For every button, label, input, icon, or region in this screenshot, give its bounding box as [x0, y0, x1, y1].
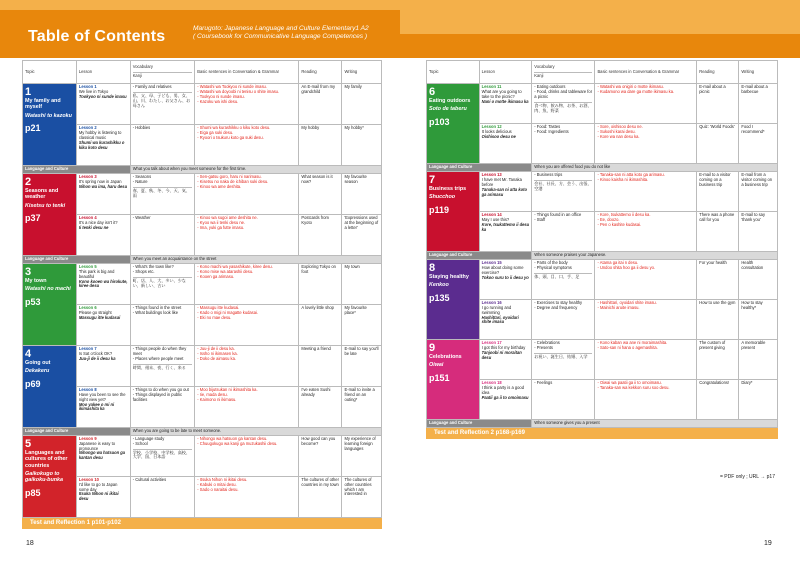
col-writing: Writing — [342, 61, 382, 84]
lesson-cell: Lesson 9 Japanese is easy to pronounce Nihongo wa hatsuon ga kantan desu — [76, 435, 130, 476]
basic-cell: - Massugu itte kudasai. - Kado o migi ni magatte kudasai. - Eki no mae desu. — [195, 304, 299, 345]
culture-label: Language and Culture — [427, 164, 532, 172]
lesson-row — [427, 84, 778, 124]
basic-cell: - Kono kaban wa ane ni moraimashita. - Sato-san ni hana o agemashita. — [595, 339, 697, 379]
basic-cell: - Sore, oishisoo desu ne. - Sukoshi karai desu. - Kore wa nan desu ka. — [595, 124, 697, 164]
topic-cell: 6 Eating outdoors Soto de taberu p103 — [427, 84, 480, 164]
culture-row — [427, 251, 778, 259]
reading-cell: An E-mail from my grandchild — [299, 84, 342, 125]
lesson-row — [23, 263, 382, 304]
vocab-cell: - Things to do when you go out - Things displayed in public facilities — [130, 386, 195, 427]
basic-cell: - Kono machi wa yasashikute, kiree desu. - Kono mise wa atarashii desu. - Kooen ga arimasu. — [195, 263, 299, 304]
writing-cell: Health consultation — [739, 259, 778, 299]
writing-cell: Diary* — [739, 379, 778, 419]
culture-row — [427, 419, 778, 427]
vocab-cell: - Exercises to stay healthy - Degree and frequency — [532, 299, 595, 339]
culture-label: Language and Culture — [427, 419, 532, 427]
lesson-cell: Lesson 16 I go running and swimming Hashittari, oyoidari shite imasu — [479, 299, 532, 339]
lesson-cell: Lesson 10 I'd like to go to Japan some day Itsuka Nihon ni ikitai desu — [76, 476, 130, 517]
lesson-row — [23, 435, 382, 476]
page-number-left: 18 — [26, 540, 34, 547]
reading-cell: My hobby — [299, 125, 342, 166]
col-reading: Reading — [697, 61, 739, 84]
culture-label: Language and Culture — [23, 255, 131, 263]
basic-cell: - Watashi wa onigiri o motte ikimasu. - Kudamono wa dare ga motte ikimasu ka. — [595, 84, 697, 124]
vocab-cell: - Food: Tastes - Food: Ingredients — [532, 124, 595, 164]
culture-label: Language and Culture — [23, 427, 131, 435]
topic-cell: 5 Languages and cultures of other countries Gaikokugo to gaikoku-bunka p85 — [23, 435, 77, 517]
lesson-row — [23, 173, 382, 214]
col-vocabulary: Vocabulary Kanji — [130, 61, 195, 84]
reading-cell: The custom of present giving — [697, 339, 739, 379]
lesson-row — [23, 386, 382, 427]
writing-cell: E-mail about a barbecue — [739, 84, 778, 124]
reading-cell: Congratulations! — [697, 379, 739, 419]
toc-table — [426, 60, 778, 428]
vocab-cell: - Hobbies — [130, 125, 195, 166]
reading-cell: Exploring Tokyo on foot — [299, 263, 342, 304]
reading-cell: E-mail to a visitor coming on a business trip — [697, 171, 739, 211]
lesson-row — [23, 476, 382, 517]
col-writing: Writing — [739, 61, 778, 84]
lesson-cell: Lesson 11 What are you going to take to the picnic? Nani o motte ikimasu ka — [479, 84, 532, 124]
writing-cell: E-mail from a visitor coming on a business trip — [739, 171, 778, 211]
lesson-row — [23, 84, 382, 125]
reading-cell: How to use the gym — [697, 299, 739, 339]
culture-text: When someone gives you a present — [532, 419, 778, 427]
vocab-cell: - Weather — [130, 214, 195, 255]
basic-cell: - Sen-gatsu goro, haru ni narimasu. - Kisetsu no naka de ichiban suki desu. - Kinoo wa ame deshita. — [195, 173, 299, 214]
vocab-cell: - Things found in the street - What buildings look like — [130, 304, 195, 345]
header-row — [427, 61, 778, 84]
writing-cell: Food I recommend* — [739, 124, 778, 164]
culture-text: When you meet an acquaintance on the street — [130, 255, 381, 263]
lesson-cell: Lesson 1 We live in Tokyo Tookyoo ni sunde imasu — [76, 84, 130, 125]
lesson-row — [427, 339, 778, 379]
lesson-cell: Lesson 12 It looks delicious Oishisoo desu ne — [479, 124, 532, 164]
culture-row — [427, 164, 778, 172]
page-number-right: 19 — [764, 540, 772, 547]
basic-cell: - Watashi wa Tookyoo ni sunde imasu. - Watashi wa doyoobi ni tenisu o shite imasu. - Tookyoo ni sunde imasu. - Kazoku wa ishi desu. — [195, 84, 299, 125]
topic-cell: 7 Business trips Shucchoo p119 — [427, 171, 480, 251]
col-reading: Reading — [299, 61, 342, 84]
topic-cell: 1 My family and myself Watashi to kazoku p21 — [23, 84, 77, 166]
culture-text: When someone praises your Japanese. — [532, 251, 778, 259]
reading-cell: A lovely little shop — [299, 304, 342, 345]
basic-cell: - Moo bijutsukan ni ikimashita ka. - Iie, mada desu. - Kaimono ni ikimasu. — [195, 386, 299, 427]
vocab-cell: - Family and relatives 私、父、母、子ども、男、女、山、川、わたし、お父さん、お母さん — [130, 84, 195, 125]
writing-cell: A memorable present — [739, 339, 778, 379]
writing-cell: My favourite season — [342, 173, 382, 214]
culture-row — [23, 427, 382, 435]
writing-cell: My experience of learning foreign languages — [342, 435, 382, 476]
basic-cell: - Kore, tsukattemo ii desu ka. - Ee, doozo. - Pen o kashite kudasai. — [595, 211, 697, 251]
reading-cell: How good can you become? — [299, 435, 342, 476]
header-row — [23, 61, 382, 84]
col-lesson: Lesson — [76, 61, 130, 84]
culture-label: Language and Culture — [23, 166, 131, 174]
writing-cell: How to stay healthy* — [739, 299, 778, 339]
header-right-band — [400, 0, 800, 58]
writing-cell: My family — [342, 84, 382, 125]
page-header — [0, 0, 800, 58]
reading-cell: What season is it now? — [299, 173, 342, 214]
culture-row — [23, 166, 382, 174]
reading-cell: There was a phone call for you — [697, 211, 739, 251]
reading-cell: For your health — [697, 259, 739, 299]
lesson-row — [427, 379, 778, 419]
topic-cell: 2 Seasons and weather Kisetsu to tenki p37 — [23, 173, 77, 255]
pdf-note: = PDF only ; URL → p17 — [720, 474, 775, 480]
lesson-cell: Lesson 7 Is Sat o'clock OK? Juu-ji de ii desu ka — [76, 345, 130, 386]
topic-cell: 8 Staying healthy Kenkoo p135 — [427, 259, 480, 339]
vocab-cell: - Things people do when they meet - Places where people meet 時間、週末、夜、行く、来る — [130, 345, 195, 386]
lesson-cell: Lesson 17 I got this for my birthday Tanjoobi ni moraitan desu — [479, 339, 532, 379]
reading-cell: E-mail about a picnic — [697, 84, 739, 124]
vocab-cell: - Things found in an office - Staff — [532, 211, 595, 251]
lesson-row — [427, 171, 778, 211]
reading-cell: Postcards from Kyoto — [299, 214, 342, 255]
lesson-row — [23, 345, 382, 386]
vocab-cell: - What's the town like? - Shops etc. 町、店、人、大、多い、少ない、新しい、古い — [130, 263, 195, 304]
col-basic-sentences: Basic sentences in Conversation & Grammar — [595, 61, 697, 84]
basic-cell: - Nihongo wa hatsuon ga kantan desu. - Chuugokugo wa kanji ga muzukashii desu. — [195, 435, 299, 476]
vocab-cell: - Seasons - Nature 春、夏、秋、冬、今、天、気、雨 — [130, 173, 195, 214]
lesson-cell: Lesson 13 I have met Mr. Tanaka before Tanaka-san ni atta koto ga arimasu — [479, 171, 532, 211]
col-vocabulary: Vocabulary Kanji — [532, 61, 595, 84]
col-basic-sentences: Basic sentences in Conversation & Grammar — [195, 61, 299, 84]
basic-cell: - Oiwai wa paatii ga ii to omoimasu. - Tanaka-san wa kekkon suru soo desu. — [595, 379, 697, 419]
page-subtitle: Marugoto: Japanese Language and Culture Elementary1 A2 ( Coursebook for Communicative Language Competences ) — [193, 25, 369, 40]
lesson-row — [23, 125, 382, 166]
basic-cell: - Atama ga itai n desu. - Undoo shita hoo ga ii desu yo. — [595, 259, 697, 299]
reading-cell: The cultures of other countries in my town — [299, 476, 342, 517]
lesson-cell: Lesson 6 Please go straight Massugu itte kudasai — [76, 304, 130, 345]
reading-cell: Quiz: 'World Foods' — [697, 124, 739, 164]
lesson-row — [427, 211, 778, 251]
lesson-cell: Lesson 4 It's a nice day isn't it? Ii tenki desu ne — [76, 214, 130, 255]
writing-cell: E-mail to invite a friend on an outing* — [342, 386, 382, 427]
toc-table-left — [22, 60, 382, 560]
reading-cell: I've eaten Sushi already — [299, 386, 342, 427]
basic-cell: - Hashittari, oyoidari shite imasu. - Mainichi aruite imasu. — [595, 299, 697, 339]
vocab-cell: - Parts of the body - Physical symptoms 体、頭、目、口、手、足 — [532, 259, 595, 299]
toc-table — [22, 60, 382, 518]
culture-text: When you are offered food you do not like — [532, 164, 778, 172]
lesson-row — [23, 304, 382, 345]
basic-cell: - Tanaka-san ni atta koto ga arimasu. - Kinoo kaisha ni ikimashita. — [595, 171, 697, 211]
vocab-cell: - Feelings — [532, 379, 595, 419]
reading-cell: Meeting a friend — [299, 345, 342, 386]
lesson-cell: Lesson 14 May I use this? Kore, tsukattemo ii desu ka — [479, 211, 532, 251]
vocab-cell: - Business trips 会社、社長、方、会う、出張、空港 — [532, 171, 595, 211]
writing-cell: My favourite place* — [342, 304, 382, 345]
culture-text: When you are going to be late to meet someone. — [130, 427, 381, 435]
col-lesson: Lesson — [479, 61, 532, 84]
topic-cell: 9 Celebrations Oiwai p151 — [427, 339, 480, 419]
vocab-cell: - Celebrations - Presents お祝い、誕生日、結婚、入学 — [532, 339, 595, 379]
vocab-cell: - Cultural activities — [130, 476, 195, 517]
writing-cell: E-mail to say 'thank you' — [739, 211, 778, 251]
writing-cell: My hobby* — [342, 125, 382, 166]
writing-cell: My town — [342, 263, 382, 304]
lesson-cell: Lesson 3 It's spring now in Japan Nihon wa ima, haru desu — [76, 173, 130, 214]
lesson-cell: Lesson 2 My hobby is listening to classical music Shumi wa kurashikku o kiku koto desu — [76, 125, 130, 166]
culture-text: What you talk about when you meet someone for the first time. — [130, 166, 381, 174]
writing-cell: The cultures of other countries which I am interested in — [342, 476, 382, 517]
vocab-cell: - Language study - School 学校、小学校、中学校、高校、大学、国、日本語 — [130, 435, 195, 476]
lesson-row — [427, 259, 778, 299]
toc-table-right — [426, 60, 778, 470]
lesson-cell: Lesson 18 I think a party is a good idea Paatii ga ii to omoimasu — [479, 379, 532, 419]
basic-cell: - Juu-ji de ii desu ka. - Issho ni ikimasen ka. - Doko de aimasu ka. — [195, 345, 299, 386]
test-reflection-bar: Test and Reflection 2 p168-p169 — [426, 428, 778, 439]
basic-cell: - Kinoo wa sugoi ame deshita ne. - Kyoo wa ii tenki desu ne. - Ima, yuki ga futte imasu. — [195, 214, 299, 255]
page-title: Table of Contents — [28, 28, 166, 45]
lesson-row — [427, 299, 778, 339]
header-left-band — [0, 0, 400, 58]
lesson-cell: Lesson 5 This park is big and beautiful Kono kooen wa hirokute, kiree desu — [76, 263, 130, 304]
col-topic: Topic — [23, 61, 77, 84]
lesson-row — [427, 124, 778, 164]
lesson-cell: Lesson 8 Have you been to see the night view yet? Moo yakee o mi ni ikimashita ka — [76, 386, 130, 427]
col-topic: Topic — [427, 61, 480, 84]
lesson-row — [23, 214, 382, 255]
culture-label: Language and Culture — [427, 251, 532, 259]
culture-row — [23, 255, 382, 263]
topic-cell: 4 Going out Dekakeru p69 — [23, 345, 77, 427]
basic-cell: - Itsuka Nihon ni ikitai desu. - Kabuki o mitai desu. - Sado o naraitai desu. — [195, 476, 299, 517]
basic-cell: - Shumi wa kurashikku o kiku koto desu. - Eiga ga suki desu. - Ryoori o tsukuru koto ga suki desu. — [195, 125, 299, 166]
writing-cell: 'Expressions used at the beginning of a letter' — [342, 214, 382, 255]
test-reflection-bar: Test and Reflection 1 p101-p102 — [22, 518, 382, 529]
topic-cell: 3 My town Watashi no machi p53 — [23, 263, 77, 345]
lesson-cell: Lesson 15 How about doing some exercise? Tokoo suru to ii desu yo — [479, 259, 532, 299]
writing-cell: E-mail to say you'll be late — [342, 345, 382, 386]
vocab-cell: - Eating outdoors - Food, drinks and tableware for a picnic 食べ物、飲み物、お茶、お酒、肉、魚、野菜 — [532, 84, 595, 124]
